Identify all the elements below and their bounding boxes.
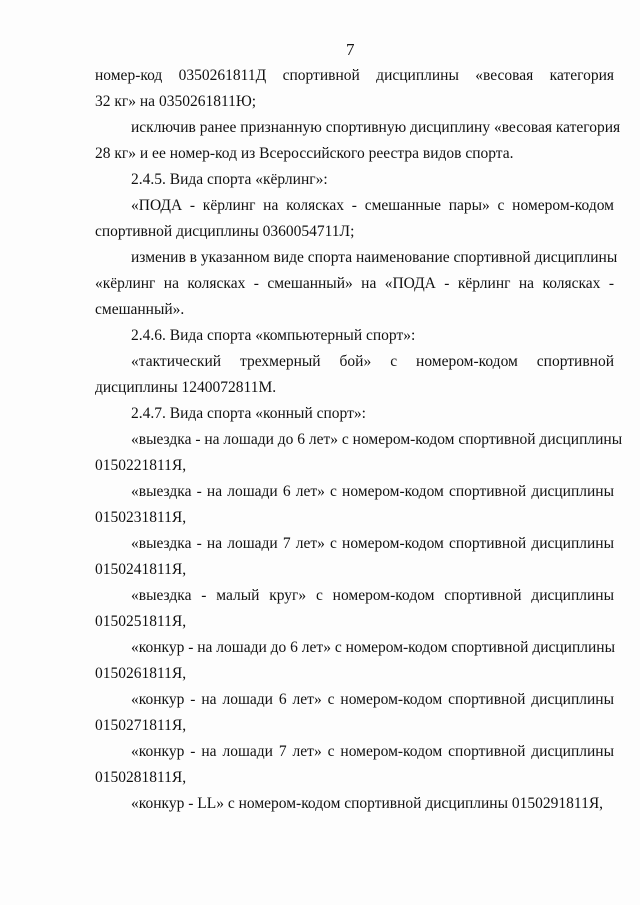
text-line: дисциплины 1240072811М. bbox=[95, 379, 277, 396]
text-line: «конкур - LL» с номером-кодом спортивной дисциплины 0150291811Я, bbox=[131, 795, 604, 812]
text-line: спортивной дисциплины 0360054711Л; bbox=[95, 223, 355, 240]
text-line: «конкур - на лошади 6 лет» с номером-кодом спортивной дисциплины bbox=[131, 691, 614, 708]
text-line: 28 кг» и ее номер-код из Всероссийского реестра видов спорта. bbox=[95, 145, 514, 162]
text-line: «выездка - на лошади до 6 лет» с номером-кодом спортивной дисциплины bbox=[131, 431, 623, 448]
section-heading: 2.4.6. Вида спорта «компьютерный спорт»: bbox=[131, 327, 416, 344]
text-line: 0150281811Я, bbox=[95, 769, 187, 786]
text-line: 32 кг» на 0350261811Ю; bbox=[95, 93, 257, 110]
text-line: 0150231811Я, bbox=[95, 509, 187, 526]
text-line: смешанный». bbox=[95, 301, 185, 318]
text-line: изменив в указанном виде спорта наименование спортивной дисциплины bbox=[131, 249, 618, 266]
text-line: 0150271811Я, bbox=[95, 717, 187, 734]
text-line: 0150261811Я, bbox=[95, 665, 187, 682]
text-line: «ПОДА - кёрлинг на колясках - смешанные пары» с номером-кодом bbox=[131, 197, 614, 214]
text-line: 0150221811Я, bbox=[95, 457, 187, 474]
section-heading: 2.4.7. Вида спорта «конный спорт»: bbox=[131, 405, 366, 422]
text-line: номер-код 0350261811Д спортивной дисциплины «весовая категория bbox=[95, 67, 614, 84]
text-line: «выездка - малый круг» с номером-кодом спортивной дисциплины bbox=[131, 587, 614, 604]
text-line: «кёрлинг на колясках - смешанный» на «ПОДА - кёрлинг на колясках - bbox=[95, 275, 614, 292]
text-line: «конкур - на лошади 7 лет» с номером-кодом спортивной дисциплины bbox=[131, 743, 614, 760]
text-line: 0150251811Я, bbox=[95, 613, 187, 630]
text-line: «конкур - на лошади до 6 лет» с номером-кодом спортивной дисциплины bbox=[131, 639, 616, 656]
text-line: «тактический трехмерный бой» с номером-кодом спортивной bbox=[131, 353, 614, 370]
section-heading: 2.4.5. Вида спорта «кёрлинг»: bbox=[131, 171, 328, 188]
text-line: «выездка - на лошади 7 лет» с номером-кодом спортивной дисциплины bbox=[131, 535, 614, 552]
text-line: исключив ранее признанную спортивную дисциплину «весовая категория bbox=[131, 119, 621, 136]
text-line: 0150241811Я, bbox=[95, 561, 187, 578]
page-number: 7 bbox=[346, 40, 355, 59]
text-line: «выездка - на лошади 6 лет» с номером-кодом спортивной дисциплины bbox=[131, 483, 614, 500]
